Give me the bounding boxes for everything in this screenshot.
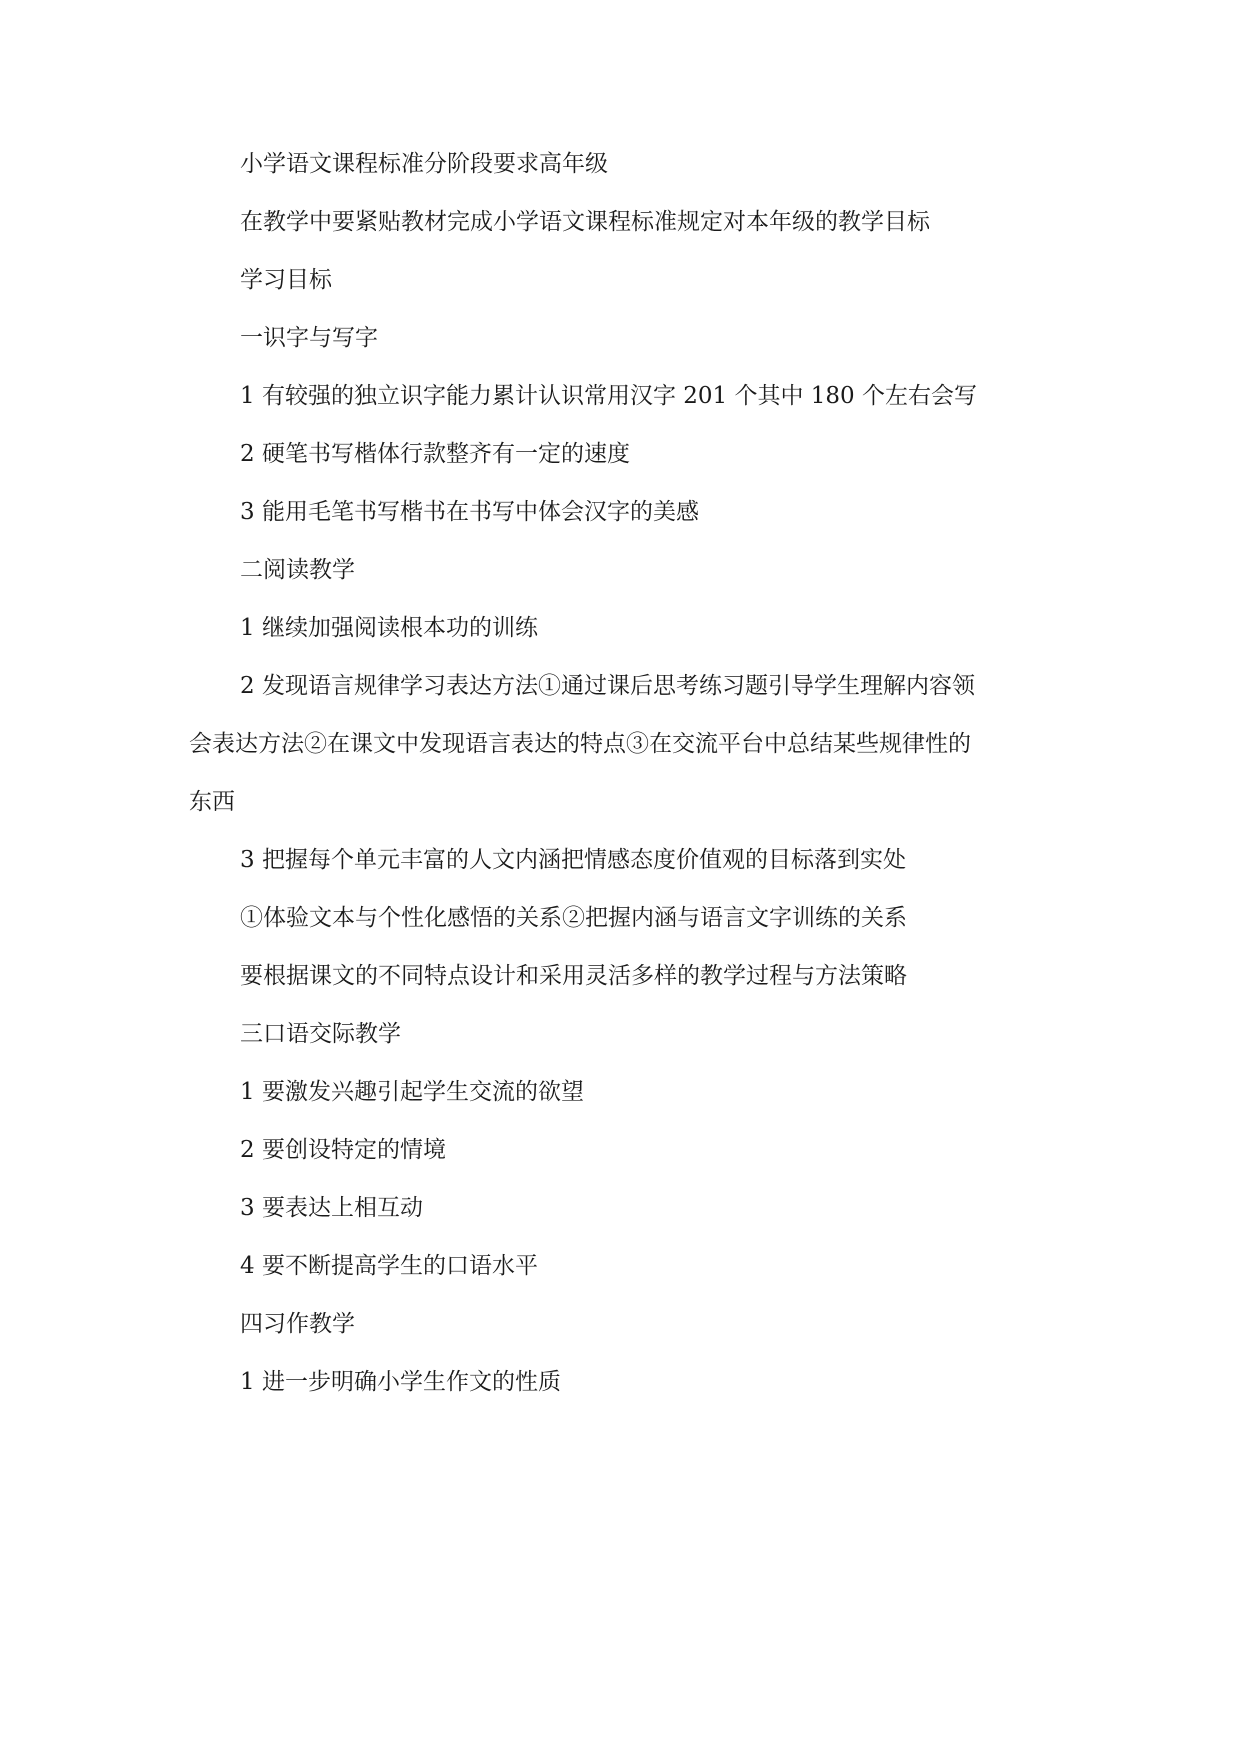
section-heading: 二阅读教学 xyxy=(240,557,355,583)
list-item: 2 要创设特定的情境 xyxy=(240,1137,446,1163)
list-item: 2 硬笔书写楷体行款整齐有一定的速度 xyxy=(240,441,630,467)
intro-paragraph: 在教学中要紧贴教材完成小学语文课程标准规定对本年级的教学目标 xyxy=(240,209,930,235)
list-item: 1 进一步明确小学生作文的性质 xyxy=(240,1369,561,1395)
list-item-sub: ①体验文本与个性化感悟的关系②把握内涵与语言文字训练的关系 xyxy=(240,905,907,931)
section-heading: 三口语交际教学 xyxy=(240,1021,401,1047)
list-item-note: 要根据课文的不同特点设计和采用灵活多样的教学过程与方法策略 xyxy=(240,963,907,989)
list-item: 4 要不断提高学生的口语水平 xyxy=(240,1253,538,1279)
list-item: 3 把握每个单元丰富的人文内涵把情感态度价值观的目标落到实处 xyxy=(240,847,906,873)
section-heading: 一识字与写字 xyxy=(240,325,378,351)
list-item: 1 继续加强阅读根本功的训练 xyxy=(240,615,538,641)
list-item-continuation: 东西 xyxy=(189,789,235,815)
list-item: 3 能用毛笔书写楷书在书写中体会汉字的美感 xyxy=(240,499,699,525)
list-item: 2 发现语言规律学习表达方法①通过课后思考练习题引导学生理解内容领 xyxy=(240,673,975,699)
goals-heading: 学习目标 xyxy=(240,267,332,293)
section-heading: 四习作教学 xyxy=(240,1311,355,1337)
list-item: 3 要表达上相互动 xyxy=(240,1195,423,1221)
document-title: 小学语文课程标准分阶段要求高年级 xyxy=(240,151,608,177)
list-item-continuation: 会表达方法②在课文中发现语言表达的特点③在交流平台中总结某些规律性的 xyxy=(189,731,971,757)
list-item: 1 要激发兴趣引起学生交流的欲望 xyxy=(240,1079,584,1105)
list-item: 1 有较强的独立识字能力累计认识常用汉字 201 个其中 180 个左右会写 xyxy=(240,383,977,409)
